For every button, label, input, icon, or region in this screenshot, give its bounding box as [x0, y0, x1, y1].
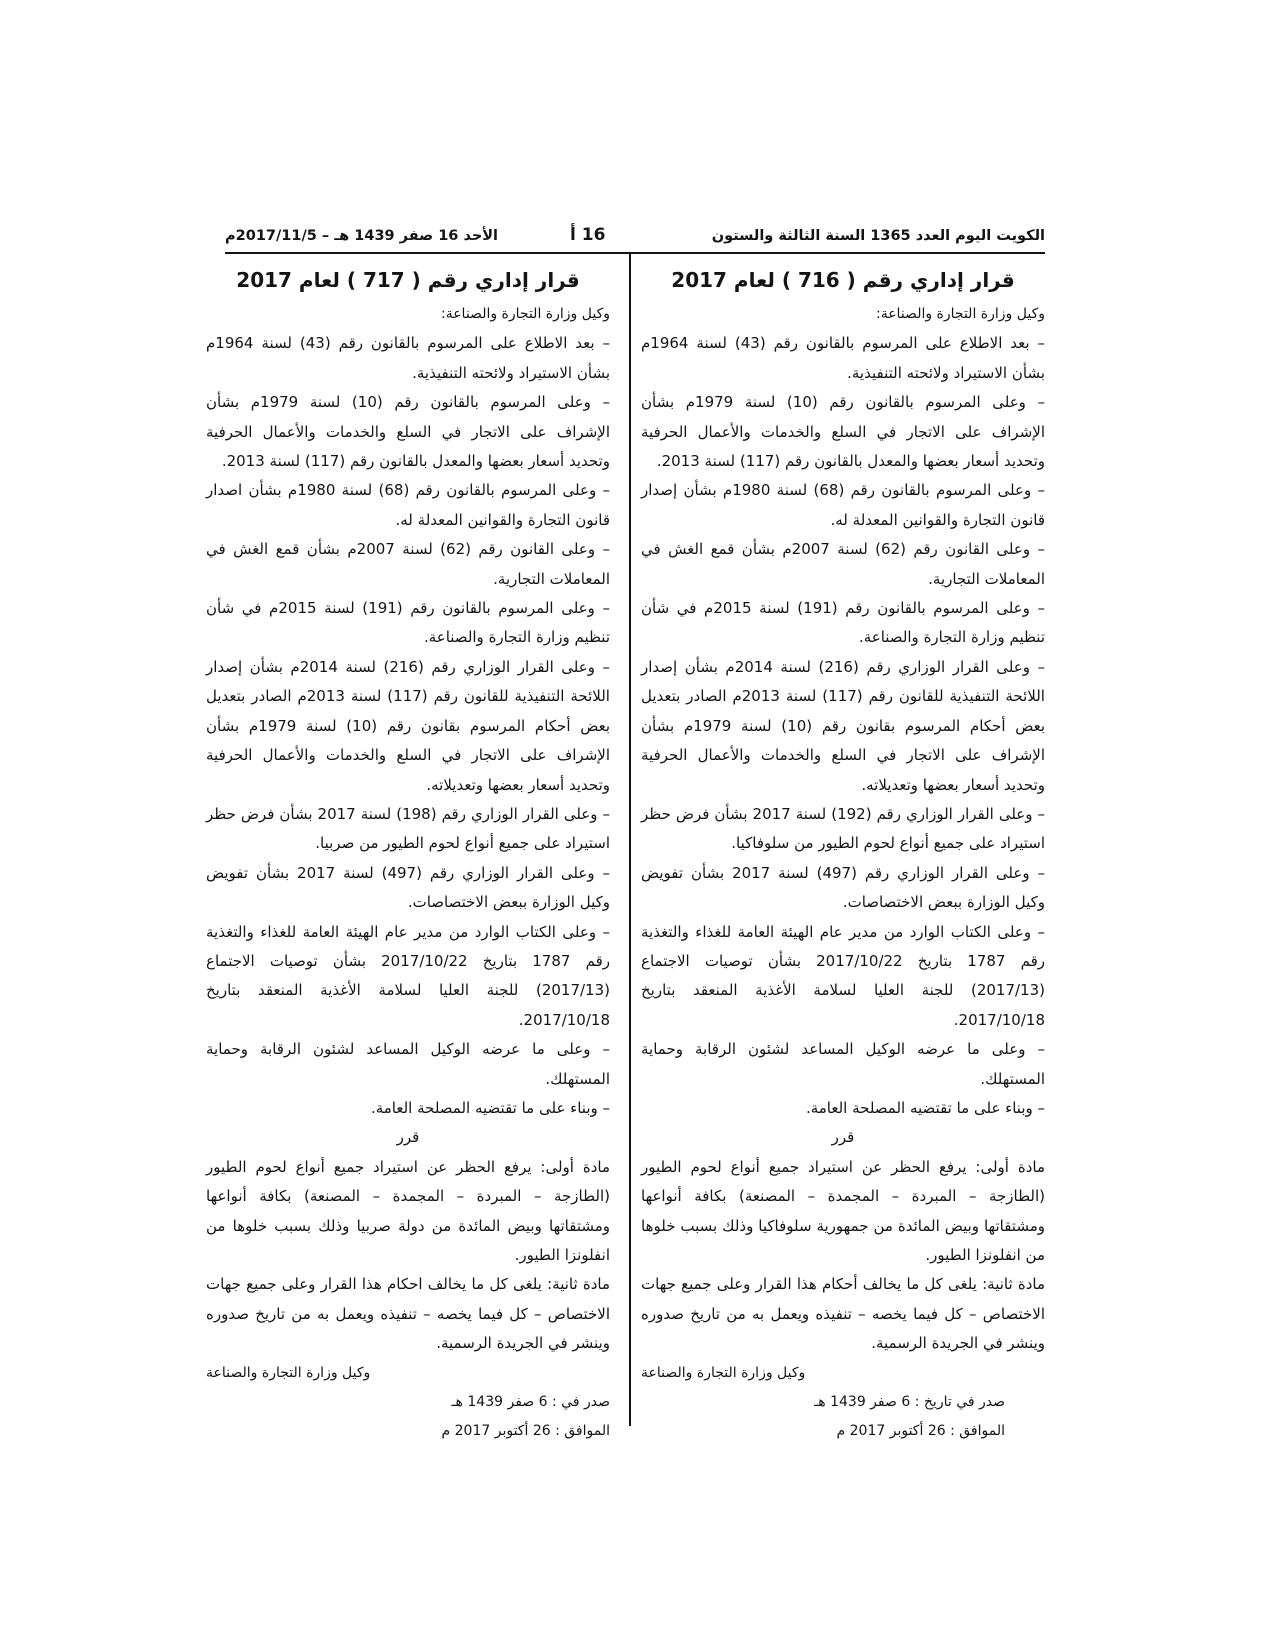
- resolved-heading: قرر: [396, 1128, 420, 1147]
- decision-issuer: وكيل وزارة التجارة والصناعة:: [440, 306, 610, 322]
- preamble-paragraph: – بعد الاطلاع على المرسوم بالقانون رقم (43) لسنة 1964م بشأن الاستيراد ولائحته التنفيذية.: [641, 334, 1045, 382]
- page-header: [225, 224, 1045, 254]
- decision-title: قرار إداري رقم ( 717 ) لعام 2017: [236, 268, 580, 292]
- decision-717: [206, 262, 610, 1447]
- decision-title: قرار إداري رقم ( 716 ) لعام 2017: [671, 268, 1015, 292]
- preamble-paragraph: – وعلى الكتاب الوارد من مدير عام الهيئة العامة للغذاء والتغذية رقم 1787 بتاريخ 2017/10/22 بشأن توصيات الاجتماع (2017/13) للجنة العليا لسلامة الأغذية المنعقد بتاريخ 2017/10/18.: [641, 922, 1045, 1029]
- decision-716: [641, 262, 1045, 1447]
- column-divider: [629, 254, 631, 1426]
- preamble-paragraph: – وبناء على ما تقتضيه المصلحة العامة.: [370, 1098, 610, 1117]
- preamble-paragraph: – بعد الاطلاع على المرسوم بالقانون رقم (43) لسنة 1964م بشأن الاستيراد ولائحته التنفيذية.: [206, 334, 610, 382]
- signature: وكيل وزارة التجارة والصناعة: [641, 1364, 806, 1381]
- issue-date: الأحد 16 صفر 1439 هـ – 2017/11/5م: [225, 228, 499, 244]
- article-first: مادة أولى: يرفع الحظر عن استيراد جميع أنواع لحوم الطيور (الطازجة – المبردة – المجمدة – المصنعة) بكافة أنواعها ومشتقاتها وبيض المائدة من جمهورية سلوفاكيا وذلك بسبب خلوها من انفلونزا الطيور.: [641, 1157, 1045, 1264]
- decision-issuer: وكيل وزارة التجارة والصناعة:: [875, 306, 1045, 322]
- preamble-paragraph: – وعلى القرار الوزاري رقم (497) لسنة 2017 بشأن تفويض وكيل الوزارة ببعض الاختصاصات.: [641, 863, 1045, 912]
- issued-date: صدر في تاريخ : 6 صفر 1439 هـ: [814, 1394, 1005, 1411]
- preamble-paragraph: – وعلى المرسوم بالقانون رقم (68) لسنة 1980م بشأن إصدار قانون التجارة والقوانين المعدلة له.: [641, 481, 1045, 529]
- preamble-paragraph: – وعلى القرار الوزاري رقم (216) لسنة 2014م بشأن إصدار اللائحة التنفيذية للقانون رقم (117) لسنة 2013م الصادر بتعديل بعض أحكام المرسوم بقانون رقم (10) لسنة 1979م بشأن الإشراف على الاتجار في السلع والخدمات والأعمال الحرفية وتحديد أسعار بعضها وتعديلاته.: [641, 657, 1045, 794]
- preamble-paragraph: – وعلى القرار الوزاري رقم (216) لسنة 2014م بشأن إصدار اللائحة التنفيذية للقانون رقم (117) لسنة 2013م الصادر بتعديل بعض أحكام المرسوم بقانون رقم (10) لسنة 1979م بشأن الإشراف على الاتجار في السلع والخدمات والأعمال الحرفية وتحديد أسعار بعضها وتعديلاته.: [206, 657, 610, 794]
- preamble-paragraph: – وعلى القرار الوزاري رقم (192) لسنة 2017 بشأن فرض حظر استيراد على جميع أنواع لحوم الطيور من سلوفاكيا.: [641, 804, 1045, 853]
- preamble-paragraph: – وعلى المرسوم بالقانون رقم (191) لسنة 2015م في شأن تنظيم وزارة التجارة والصناعة.: [206, 599, 610, 647]
- article-second: مادة ثانية: يلغى كل ما يخالف احكام هذا القرار وعلى جميع جهات الاختصاص – كل فيما يخصه – تنفيذه ويعمل به من تاريخ صدوره وينشر في الجريدة الرسمية.: [206, 1275, 610, 1353]
- preamble-paragraph: – وعلى المرسوم بالقانون رقم (10) لسنة 1979م بشأن الإشراف على الاتجار في السلع والخدمات والأعمال الحرفية وتحديد أسعار بعضها والمعدل بالقانون رقم (117) لسنة 2013.: [641, 393, 1045, 471]
- resolved-heading: قرر: [831, 1128, 855, 1147]
- article-second: مادة ثانية: يلغى كل ما يخالف أحكام هذا القرار وعلى جميع جهات الاختصاص – كل فيما يخصه – تنفيذه ويعمل به من تاريخ صدوره وينشر في الجريدة الرسمية.: [641, 1275, 1045, 1353]
- preamble-paragraph: – وبناء على ما تقتضيه المصلحة العامة.: [805, 1098, 1045, 1117]
- issued-date: صدر في : 6 صفر 1439 هـ: [451, 1394, 610, 1411]
- publication-info: الكويت اليوم العدد 1365 السنة الثالثة والستون: [711, 228, 1045, 244]
- preamble-paragraph: – وعلى ما عرضه الوكيل المساعد لشئون الرقابة وحماية المستهلك.: [641, 1040, 1045, 1088]
- preamble-paragraph: – وعلى المرسوم بالقانون رقم (10) لسنة 1979م بشأن الإشراف على الاتجار في السلع والخدمات والأعمال الحرفية وتحديد أسعار بعضها والمعدل بالقانون رقم (117) لسنة 2013.: [206, 393, 610, 471]
- corresponding-date: الموافق : 26 أكتوبر 2017 م: [441, 1423, 610, 1440]
- signature: وكيل وزارة التجارة والصناعة: [206, 1364, 371, 1381]
- article-first: مادة أولى: يرفع الحظر عن استيراد جميع أنواع لحوم الطيور (الطازجة – المبردة – المجمدة – المصنعة) بكافة أنواعها ومشتقاتها وبيض المائدة من دولة صربيا وذلك بسبب خلوها من انفلونزا الطيور.: [206, 1157, 610, 1264]
- preamble-paragraph: – وعلى المرسوم بالقانون رقم (68) لسنة 1980م بشأن اصدار قانون التجارة والقوانين المعدلة له.: [206, 481, 610, 529]
- preamble-paragraph: – وعلى القرار الوزاري رقم (497) لسنة 2017 بشأن تفويض وكيل الوزارة ببعض الاختصاصات.: [206, 863, 610, 912]
- preamble-paragraph: – وعلى القانون رقم (62) لسنة 2007م بشأن قمع الغش في المعاملات التجارية.: [641, 540, 1045, 588]
- preamble-paragraph: – وعلى ما عرضه الوكيل المساعد لشئون الرقابة وحماية المستهلك.: [206, 1040, 610, 1088]
- preamble-paragraph: – وعلى القانون رقم (62) لسنة 2007م بشأن قمع الغش في المعاملات التجارية.: [206, 540, 610, 588]
- preamble-paragraph: – وعلى المرسوم بالقانون رقم (191) لسنة 2015م في شأن تنظيم وزارة التجارة والصناعة.: [641, 599, 1045, 647]
- corresponding-date: الموافق : 26 أكتوبر 2017 م: [836, 1423, 1005, 1440]
- preamble-paragraph: – وعلى الكتاب الوارد من مدير عام الهيئة العامة للغذاء والتغذية رقم 1787 بتاريخ 2017/10/22 بشأن توصيات الاجتماع (2017/13) للجنة العليا لسلامة الأغذية المنعقد بتاريخ 2017/10/18.: [206, 922, 610, 1029]
- page-number: 16 أ: [570, 225, 606, 245]
- preamble-paragraph: – وعلى القرار الوزاري رقم (198) لسنة 2017 بشأن فرض حظر استيراد على جميع أنواع لحوم الطيور من صربيا.: [206, 804, 610, 853]
